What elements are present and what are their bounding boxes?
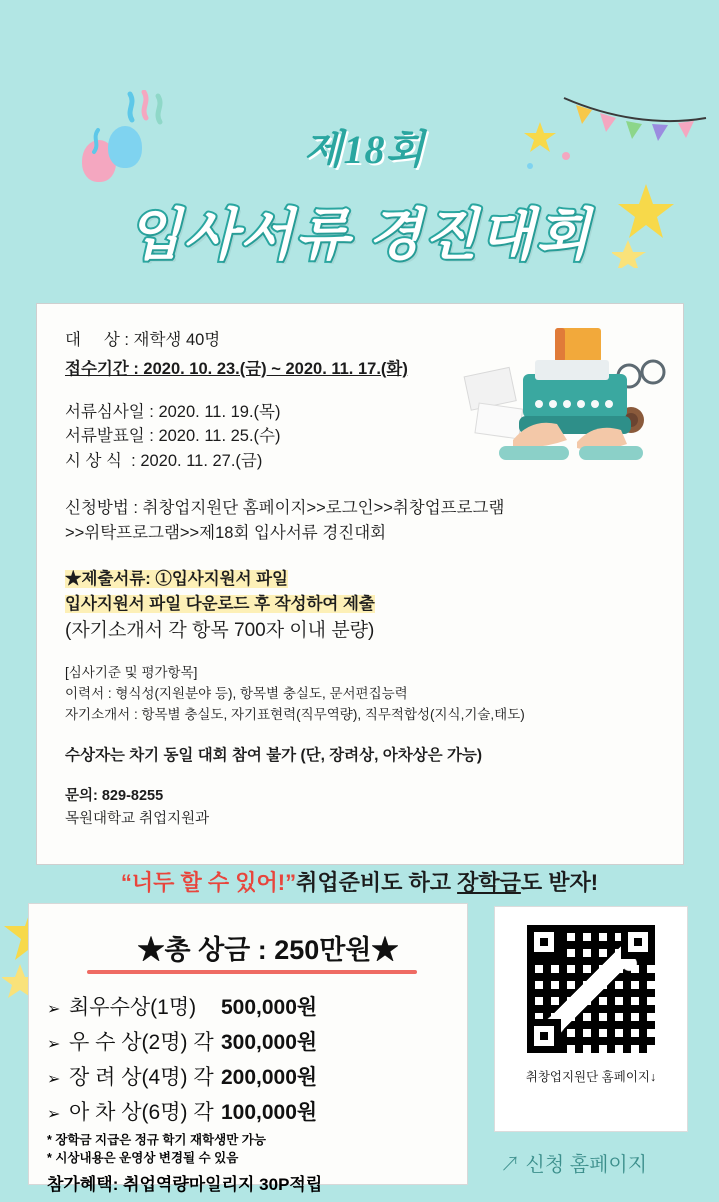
qr-code-image[interactable]: [527, 925, 655, 1053]
prize-name: 장 려 상(4명) 각: [69, 1066, 214, 1089]
info-card: [36, 303, 684, 865]
contact-line: 문의: 829-8255: [65, 788, 164, 805]
award-date-line: 시 상 식 : 2020. 11. 27.(금): [65, 452, 263, 470]
bullet-arrow-icon: ➢: [47, 1106, 61, 1123]
bullet-arrow-icon: ➢: [47, 1071, 61, 1088]
qr-corner-bottom-left-icon: [527, 1019, 561, 1053]
slogan-quote: “너두 할 수 있어!”: [120, 870, 297, 895]
typewriter-illustration-icon: [459, 320, 669, 490]
list-item: [47, 1026, 453, 1056]
apply-method-line-1: 신청방법 : 취창업지원단 홈페이지>>로그인>>취창업프로그램: [65, 498, 505, 517]
criteria-cover-letter: 자기소개서 : 항목별 충실도, 자기표현력(직무역량), 직무적합성(지식,기술,태도): [65, 707, 525, 723]
slogan-underlined: 장학금: [457, 870, 521, 895]
criteria-heading: [심사기준 및 평가항목]: [65, 665, 198, 681]
prize-box: [28, 903, 468, 1195]
prize-title-underline: [87, 970, 417, 974]
apply-homepage-label[interactable]: ↗ 신청 홈페이지: [500, 1154, 648, 1176]
qr-caption: 취창업지원단 홈페이지↓: [525, 1070, 657, 1084]
prize-note-1: * 장학금 지급은 정규 학기 재학생만 가능: [47, 1133, 266, 1147]
prize-title: ★총 상금 : 250만원★: [137, 935, 399, 965]
bullet-arrow-icon: ➢: [47, 1036, 61, 1053]
prize-amount: 500,000원: [221, 996, 318, 1019]
list-item: [47, 1061, 453, 1091]
prize-amount: 300,000원: [221, 1031, 318, 1054]
review-date-line: 서류심사일 : 2020. 11. 19.(목): [65, 402, 281, 421]
bullet-arrow-icon: ➢: [47, 1001, 61, 1018]
title-line-2: 입사서류 경진대회: [127, 205, 592, 267]
title-line-1: 제18회: [303, 127, 426, 172]
restriction-line: 수상자는 차기 동일 대회 참여 불가 (단, 장려상, 아차상은 가능): [65, 747, 483, 765]
qr-corner-top-right-icon: [621, 925, 655, 959]
slogan-tail: 도 받자!: [520, 870, 599, 895]
prize-name: 아 차 상(6명) 각: [69, 1101, 214, 1124]
prize-name: 최우수상(1명): [69, 996, 197, 1019]
slogan-middle: 취업준비도 하고: [296, 870, 458, 895]
prize-list: [47, 991, 453, 1126]
submit-docs-line-2: 입사지원서 파일 다운로드 후 작성하여 제출: [65, 595, 375, 613]
participation-benefit: 참가혜택: 취업역량마일리지 30P적립: [47, 1175, 323, 1195]
qr-corner-top-left-icon: [527, 925, 561, 959]
prize-note-2: * 시상내용은 운영상 변경될 수 있음: [47, 1151, 239, 1166]
department-line: 목원대학교 취업지원과: [65, 810, 210, 827]
prize-name: 우 수 상(2명) 각: [69, 1031, 214, 1054]
submit-docs-line-3: (자기소개서 각 항목 700자 이내 분량): [65, 619, 375, 641]
qr-code-box[interactable]: [494, 906, 688, 1132]
list-item: [47, 991, 453, 1021]
prize-amount: 200,000원: [221, 1066, 318, 1089]
target-line: 대 상 : 재학생 40명: [65, 331, 221, 349]
prize-amount: 100,000원: [221, 1101, 318, 1124]
slogan: [0, 866, 719, 897]
announce-date-line: 서류발표일 : 2020. 11. 25.(수): [65, 427, 281, 446]
period-line: 접수기간 : 2020. 10. 23.(금) ~ 2020. 11. 17.(화): [65, 359, 408, 378]
list-item: [47, 1096, 453, 1126]
criteria-resume: 이력서 : 형식성(지원분야 등), 항목별 충실도, 문서편집능력: [65, 686, 408, 702]
apply-method-line-2: >>위탁프로그램>>제18회 입사서류 경진대회: [65, 523, 387, 542]
poster-title: [0, 118, 719, 271]
submit-docs-line-1: ★제출서류: ①입사지원서 파일: [65, 570, 288, 589]
